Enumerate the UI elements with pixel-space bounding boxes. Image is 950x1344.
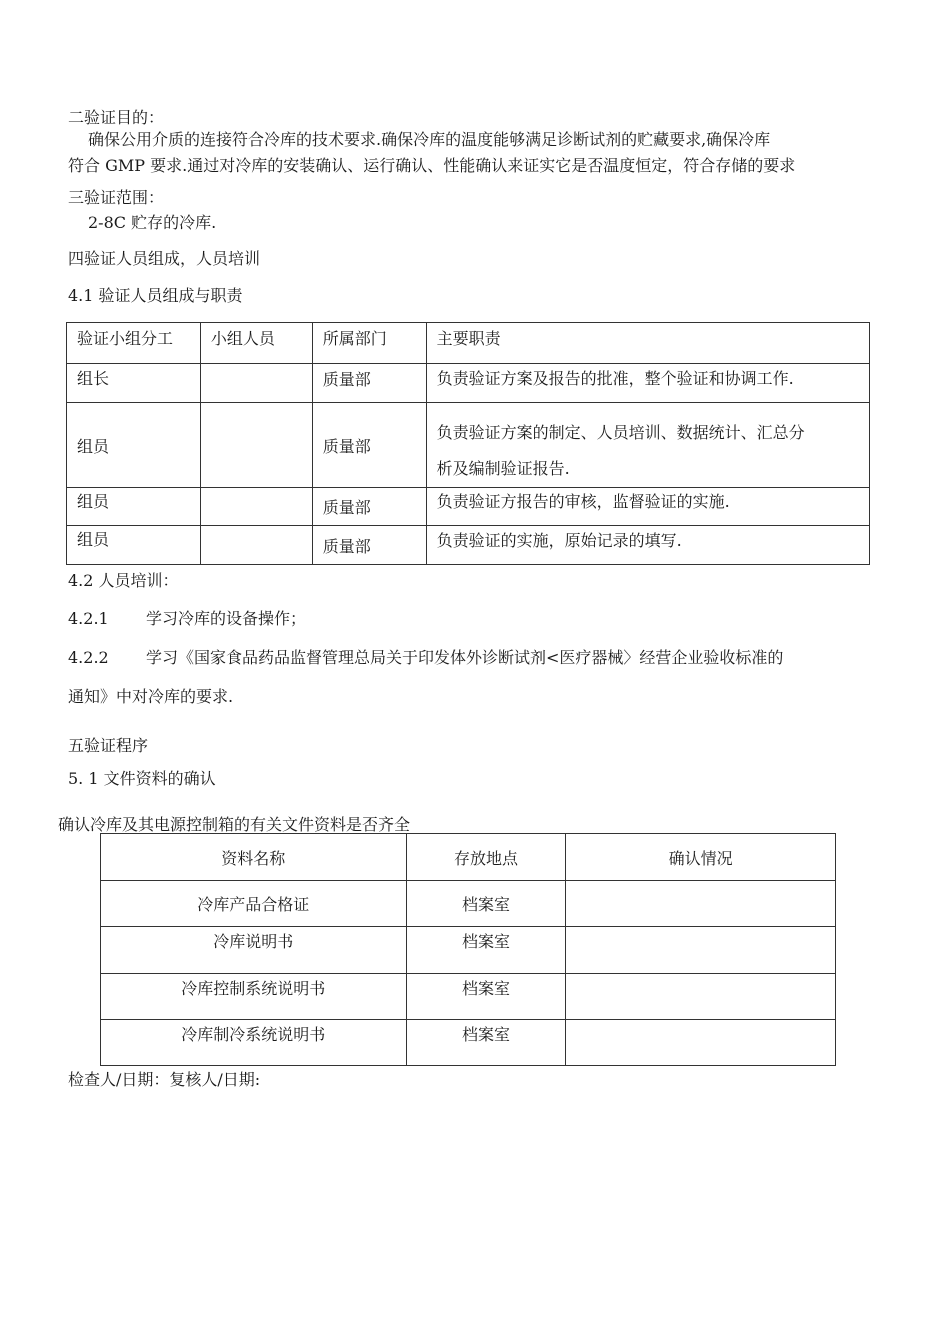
section-4-heading: 四验证人员组成，人员培训 (68, 249, 261, 268)
member-cell (200, 526, 312, 565)
dept-cell: 质量部 (312, 526, 426, 565)
doc-name-cell: 冷库产品合格证 (101, 881, 407, 927)
documents-intro: 确认冷库及其电源控制箱的有关文件资料是否齐全 (58, 815, 411, 834)
header-cell: 所属部门 (312, 323, 426, 364)
item-4-2-2-continued: 通知》中对冷库的要求. (68, 687, 234, 706)
member-cell (200, 488, 312, 526)
location-cell: 档案室 (406, 881, 566, 927)
section-3-text: 2-8C 贮存的冷库. (88, 213, 217, 232)
section-5-1-heading: 5. 1 文件资料的确认 (68, 769, 216, 788)
status-cell (566, 881, 836, 927)
table-row (101, 974, 836, 1020)
section-2-text-line2: 符合 GMP 要求.通过对冷库的安装确认、运行确认、性能确认来证实它是否温度恒定，符合存储的要求 (68, 156, 796, 175)
section-2-text-line1: 确保公用介质的连接符合冷库的技术要求.确保冷库的温度能够满足诊断试剂的贮藏要求,确保冷库 (88, 130, 771, 149)
header-cell: 存放地点 (406, 834, 566, 881)
duty-cell (426, 403, 869, 488)
location-cell: 档案室 (406, 974, 566, 1020)
personnel-table (66, 322, 870, 565)
location-cell: 档案室 (406, 927, 566, 974)
section-3-heading: 三验证范围： (68, 188, 165, 207)
header-cell: 资料名称 (101, 834, 407, 881)
role-cell: 组员 (67, 403, 201, 488)
header-cell: 主要职责 (426, 323, 869, 364)
section-4-2-heading: 4.2 人员培训： (68, 571, 179, 590)
role-cell: 组员 (67, 488, 201, 526)
table-header-row (101, 834, 836, 881)
header-cell: 确认情况 (566, 834, 836, 881)
table-row (67, 526, 870, 565)
item-4-2-2-number: 4.2.2 (68, 648, 109, 667)
duty-cell: 负责验证方案及报告的批准，整个验证和协调工作. (426, 364, 869, 403)
section-2-heading: 二验证目的： (68, 108, 165, 127)
doc-name-cell: 冷库说明书 (101, 927, 407, 974)
dept-cell: 质量部 (312, 364, 426, 403)
section-5-heading: 五验证程序 (68, 736, 149, 755)
table-row (101, 927, 836, 974)
duty-cell: 负责验证的实施，原始记录的填写. (426, 526, 869, 565)
status-cell (566, 1020, 836, 1066)
item-4-2-1-number: 4.2.1 (68, 609, 109, 628)
member-cell (200, 364, 312, 403)
doc-name-cell: 冷库控制系统说明书 (101, 974, 407, 1020)
documents-table (100, 833, 836, 1066)
item-4-2-2-text: 学习《国家食品药品监督管理总局关于印发体外诊断试剂<医疗器械〉经营企业验收标准的 (146, 648, 784, 667)
table-row (67, 488, 870, 526)
status-cell (566, 927, 836, 974)
duty-line: 负责验证方案的制定、人员培训、数据统计、汇总分 (436, 423, 805, 442)
role-cell: 组长 (67, 364, 201, 403)
dept-cell: 质量部 (312, 403, 426, 488)
table-row (67, 403, 870, 488)
header-cell: 小组人员 (200, 323, 312, 364)
table-row (101, 1020, 836, 1066)
duty-line: 析及编制验证报告. (436, 459, 570, 478)
item-4-2-1-text: 学习冷库的设备操作； (146, 609, 307, 628)
location-cell: 档案室 (406, 1020, 566, 1066)
dept-cell: 质量部 (312, 488, 426, 526)
table-row (101, 881, 836, 927)
signoff-line: 检查人/日期：复核人/日期: (68, 1070, 261, 1089)
header-cell: 验证小组分工 (67, 323, 201, 364)
table-header-row (67, 323, 870, 364)
status-cell (566, 974, 836, 1020)
duty-cell: 负责验证方报告的审核，监督验证的实施. (426, 488, 869, 526)
member-cell (200, 403, 312, 488)
table-row (67, 364, 870, 403)
doc-name-cell: 冷库制冷系统说明书 (101, 1020, 407, 1066)
role-cell: 组员 (67, 526, 201, 565)
section-4-1-heading: 4.1 验证人员组成与职责 (68, 286, 243, 305)
